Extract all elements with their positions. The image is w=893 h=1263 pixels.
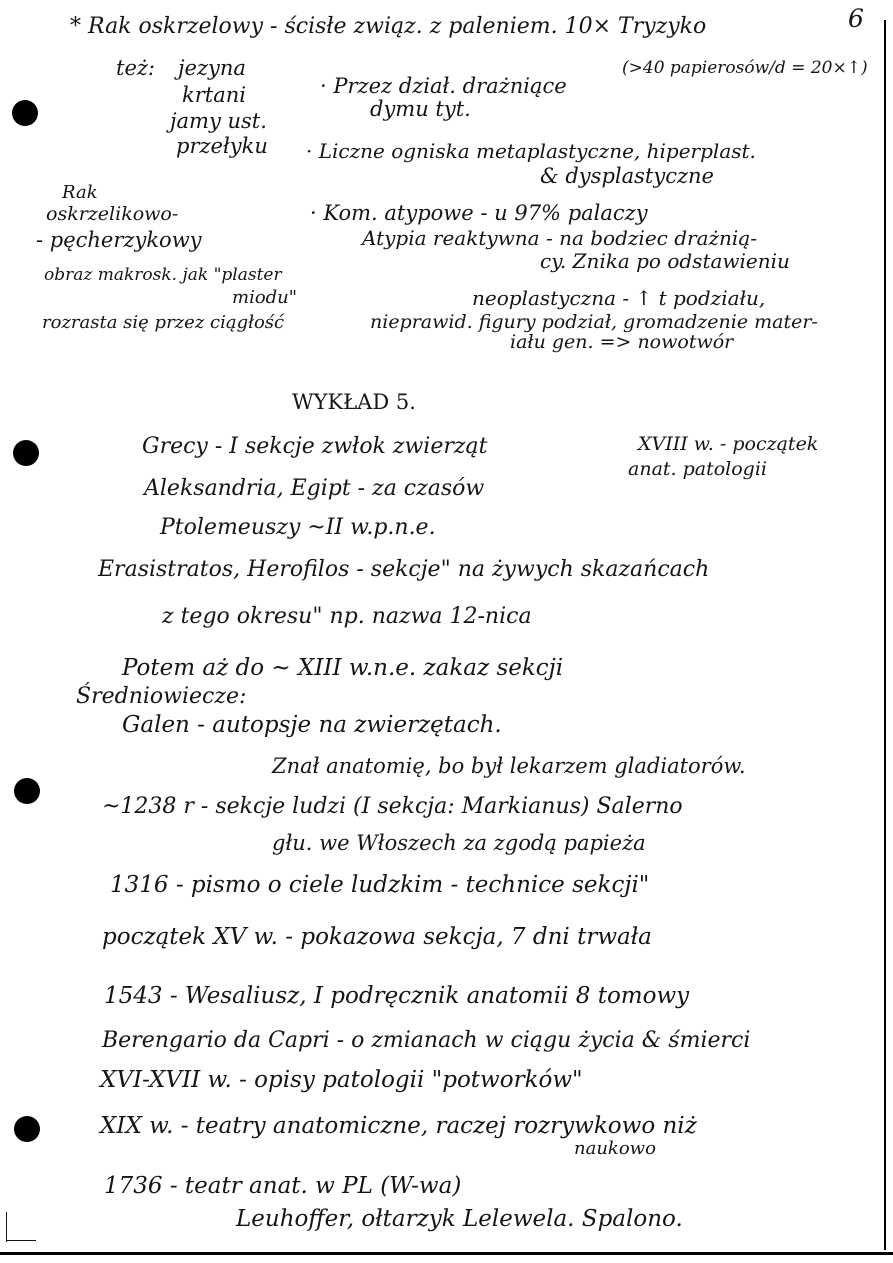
- note-papierosy-ratio: (>40 papierosów/d = 20×↑): [622, 58, 868, 78]
- lecture-side-a: XVIII w. - początek: [638, 433, 819, 455]
- note-side-pecherzykowy: - pęcherzykowy: [36, 228, 202, 252]
- note-also-item-1: jezyna: [178, 56, 246, 80]
- note-bullet-2a: · Liczne ogniska metaplastyczne, hiperplast.: [306, 139, 756, 163]
- lecture-line-13: początek XV w. - pokazowa sekcja, 7 dni trwała: [102, 924, 652, 950]
- lecture-line-2: Aleksandria, Egipt - za czasów: [144, 476, 485, 501]
- punch-hole-1: [12, 100, 38, 126]
- lecture-line-16: XVI-XVII w. - opisy patologii "potworków": [100, 1067, 583, 1093]
- lecture-line-9: Znał anatomię, bo był lekarzem gladiatorów.: [272, 754, 746, 778]
- lecture-line-6: Potem aż do ~ XIII w.n.e. zakaz sekcji: [122, 655, 564, 681]
- lecture-line-1: Grecy - I sekcje zwłok zwierząt: [142, 434, 488, 459]
- punch-hole-4: [14, 1116, 40, 1142]
- note-neo-a: neoplastyczna - ↑ t podziału,: [472, 286, 766, 310]
- note-side-rak: Rak: [62, 182, 98, 203]
- lecture-line-7: Średniowiecze:: [76, 684, 247, 709]
- note-macro-a: obraz makrosk. jak "plaster: [44, 265, 282, 285]
- note-bullet-3c: cy. Znika po odstawieniu: [540, 249, 790, 273]
- note-bullet-3a: · Kom. atypowe - u 97% palaczy: [310, 201, 648, 225]
- note-also-item-4: przełyku: [176, 134, 268, 158]
- punch-hole-3: [14, 778, 40, 804]
- lecture-heading: WYKŁAD 5.: [292, 390, 416, 414]
- page-number: 6: [848, 4, 864, 33]
- lecture-line-15: Berengario da Capri - o zmianach w ciągu życia & śmierci: [102, 1028, 751, 1053]
- lecture-line-20: Leuhoffer, ołtarzyk Lelewela. Spalono.: [236, 1206, 683, 1232]
- note-macro-c: rozrasta się przez ciągłość: [42, 312, 285, 333]
- lecture-line-19: 1736 - teatr anat. w PL (W-wa): [104, 1173, 462, 1199]
- note-bullet-2b: & dysplastyczne: [540, 164, 714, 188]
- note-line-rak-oskrzelowy: * Rak oskrzelowy - ścisłe związ. z paleniem. 10× Tryzyko: [70, 14, 707, 39]
- note-bullet-3b: Atypia reaktywna - na bodziec drażnią-: [362, 226, 757, 250]
- corner-mark-vertical: [6, 1212, 7, 1242]
- lecture-line-4: Erasistratos, Herofilos - sekcje" na żywych skazańcach: [98, 557, 710, 582]
- note-bullet-1a: · Przez dział. drażniące: [320, 74, 567, 98]
- note-also-item-3: jamy ust.: [170, 109, 267, 133]
- lecture-line-14: 1543 - Wesaliusz, I podręcznik anatomii 8 tomowy: [104, 983, 690, 1009]
- lecture-line-5: z tego okresu" np. nazwa 12-nica: [162, 604, 532, 629]
- lecture-line-10: ~1238 r - sekcje ludzi (I sekcja: Markianus) Salerno: [102, 794, 683, 819]
- note-also-label: też:: [116, 56, 156, 80]
- lecture-line-3: Ptolemeuszy ~II w.p.n.e.: [160, 515, 436, 540]
- note-neo-c: iału gen. => nowotwór: [510, 331, 734, 353]
- lecture-line-18: naukowo: [574, 1138, 656, 1159]
- corner-mark-horizontal: [6, 1240, 36, 1241]
- lecture-line-11: głu. we Włoszech za zgodą papieża: [272, 831, 646, 855]
- punch-hole-2: [13, 440, 39, 466]
- right-edge-line: [884, 20, 886, 1250]
- note-also-item-2: krtani: [182, 83, 246, 107]
- bottom-edge-line: [0, 1252, 893, 1255]
- note-side-oskrzelikowo: oskrzelikowo-: [46, 203, 179, 225]
- lecture-line-8: Galen - autopsje na zwierzętach.: [122, 712, 502, 738]
- note-macro-b: miodu": [232, 287, 298, 308]
- note-neo-b: nieprawid. figury podział, gromadzenie mater-: [370, 311, 818, 333]
- lecture-line-12: 1316 - pismo o ciele ludzkim - technice sekcji": [110, 872, 650, 898]
- note-bullet-1b: dymu tyt.: [370, 97, 471, 121]
- lecture-line-17: XIX w. - teatry anatomiczne, raczej rozrywkowo niż: [100, 1113, 697, 1139]
- lecture-side-b: anat. patologii: [628, 458, 768, 480]
